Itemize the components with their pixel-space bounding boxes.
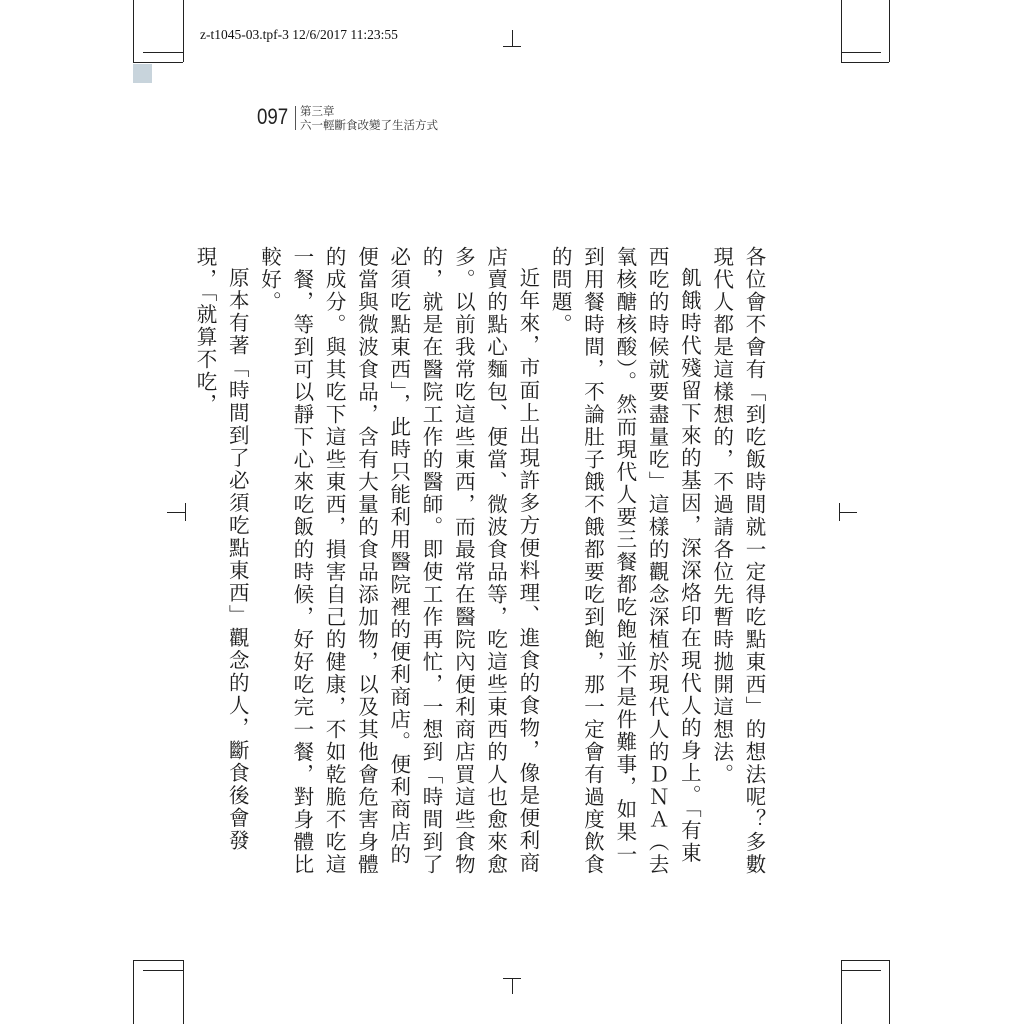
- file-stamp: z-t1045-03.tpf-3 12/6/2017 11:23:55: [200, 27, 398, 42]
- header-divider: [295, 106, 296, 130]
- paragraph-1: 各位會不會有「到吃飯時間就一定得吃點東西」的想法呢？多數現代人都是這樣想的，不過請各位先暫時拋開這想法。: [709, 246, 766, 876]
- paragraph-3: 近年來，市面上出現許多方便料理、進食的食物，像是便利商店賣的點心麵包、便當、微波食品等，吃這些東西的人也愈來愈多。以前我常吃這些東西，而最常在醫院內便利商店買這些食物的，就是在醫院工作的醫師。即使工作再忙，一想到「時間到了必須吃點東西」，此時只能利用醫院裡的便利商店。便利商店的便當與微波食品，含有大量的食品添加物，以及其他會危害身體的成分。與其吃下這些東西，損害自己的健康，不如乾脆不吃這一餐，等到可以靜下心來吃飯的時候，好好吃完一餐，對身體比較好。: [257, 246, 540, 876]
- paragraph-4: 原本有著「時間到了必須吃點東西」觀念的人，斷食後會發現，「就算不吃，: [192, 246, 250, 852]
- color-marker-block: [133, 64, 152, 83]
- page-number: 097: [257, 104, 289, 129]
- chapter-label: 第三章: [300, 104, 335, 118]
- body-text: [192, 246, 770, 886]
- paragraph-2: 飢餓時代殘留下來的基因，深深烙印在現代人的身上。「有東西吃的時候就要盡量吃」這樣的觀念深植於現代人的ＤＮＡ（去氧核醣核酸）。然而現代人要三餐都吃飽並不是件難事，如果一到用餐時間，不論肚子餓不餓都要吃到飽，那一定會有過度飲食的問題。: [548, 246, 702, 876]
- chapter-title: 六一輕斷食改變了生活方式: [300, 118, 438, 132]
